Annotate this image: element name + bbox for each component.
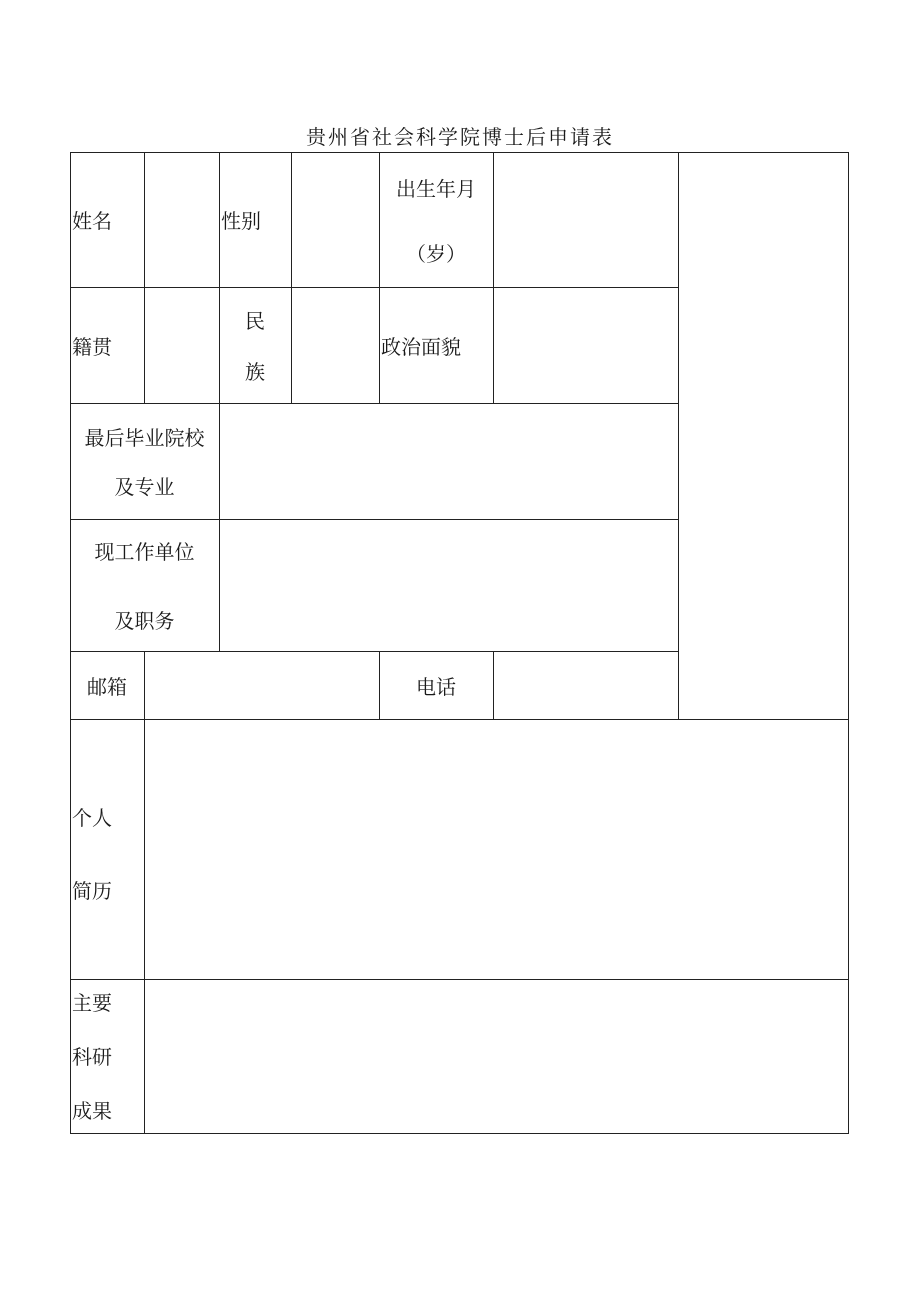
ethnicity-input[interactable] bbox=[292, 288, 379, 403]
native-place-label bbox=[70, 287, 144, 403]
research-label-line3: 成果 bbox=[72, 1099, 112, 1123]
resume-input[interactable] bbox=[145, 720, 848, 979]
ethnicity-label-line2: 族 bbox=[245, 360, 265, 384]
school-major-label bbox=[70, 403, 219, 519]
gender-input[interactable] bbox=[292, 153, 379, 287]
table-rule bbox=[848, 152, 849, 1133]
resume-label bbox=[70, 719, 144, 979]
research-label-line1: 主要 bbox=[72, 991, 112, 1015]
email-label-text: 邮箱 bbox=[87, 674, 127, 699]
gender-label-text: 性别 bbox=[221, 209, 261, 233]
table-rule bbox=[70, 1133, 849, 1134]
phone-input[interactable] bbox=[494, 652, 678, 719]
native-place-input[interactable] bbox=[145, 288, 219, 403]
resume-label-line2: 简历 bbox=[72, 879, 112, 903]
name-label-text: 姓名 bbox=[72, 209, 112, 233]
phone-label bbox=[379, 651, 493, 719]
ethnicity-label-line1: 民 bbox=[245, 309, 265, 333]
native-place-label-text: 籍贯 bbox=[72, 334, 112, 359]
email-label bbox=[70, 651, 144, 719]
birth-label-line1: 出生年月 bbox=[396, 176, 476, 201]
research-label-line2: 科研 bbox=[72, 1045, 112, 1069]
school-major-label-line2: 及专业 bbox=[114, 475, 175, 499]
birth-label-line2: （岁） bbox=[406, 241, 466, 266]
form-title: 贵州省社会科学院博士后申请表 bbox=[306, 125, 614, 149]
political-status-label bbox=[379, 287, 493, 403]
ethnicity-label bbox=[219, 287, 291, 403]
research-input[interactable] bbox=[145, 980, 848, 1133]
gender-label bbox=[219, 152, 291, 287]
school-major-input[interactable] bbox=[220, 404, 678, 519]
email-input[interactable] bbox=[145, 652, 379, 719]
work-unit-input[interactable] bbox=[220, 520, 678, 651]
political-status-label-text: 政治面貌 bbox=[381, 334, 461, 359]
work-unit-label bbox=[70, 519, 219, 651]
phone-label-text: 电话 bbox=[416, 674, 456, 699]
photo-area[interactable] bbox=[679, 153, 848, 719]
birth-input[interactable] bbox=[494, 153, 678, 287]
school-major-label-line1: 最后毕业院校 bbox=[84, 426, 205, 450]
research-label bbox=[70, 979, 144, 1133]
birth-label bbox=[379, 152, 493, 287]
work-unit-label-line2: 及职务 bbox=[114, 609, 175, 633]
name-label bbox=[70, 152, 144, 287]
political-status-input[interactable] bbox=[494, 288, 678, 403]
work-unit-label-line1: 现工作单位 bbox=[94, 540, 195, 564]
resume-label-line1: 个人 bbox=[72, 806, 112, 830]
name-input[interactable] bbox=[145, 153, 219, 287]
